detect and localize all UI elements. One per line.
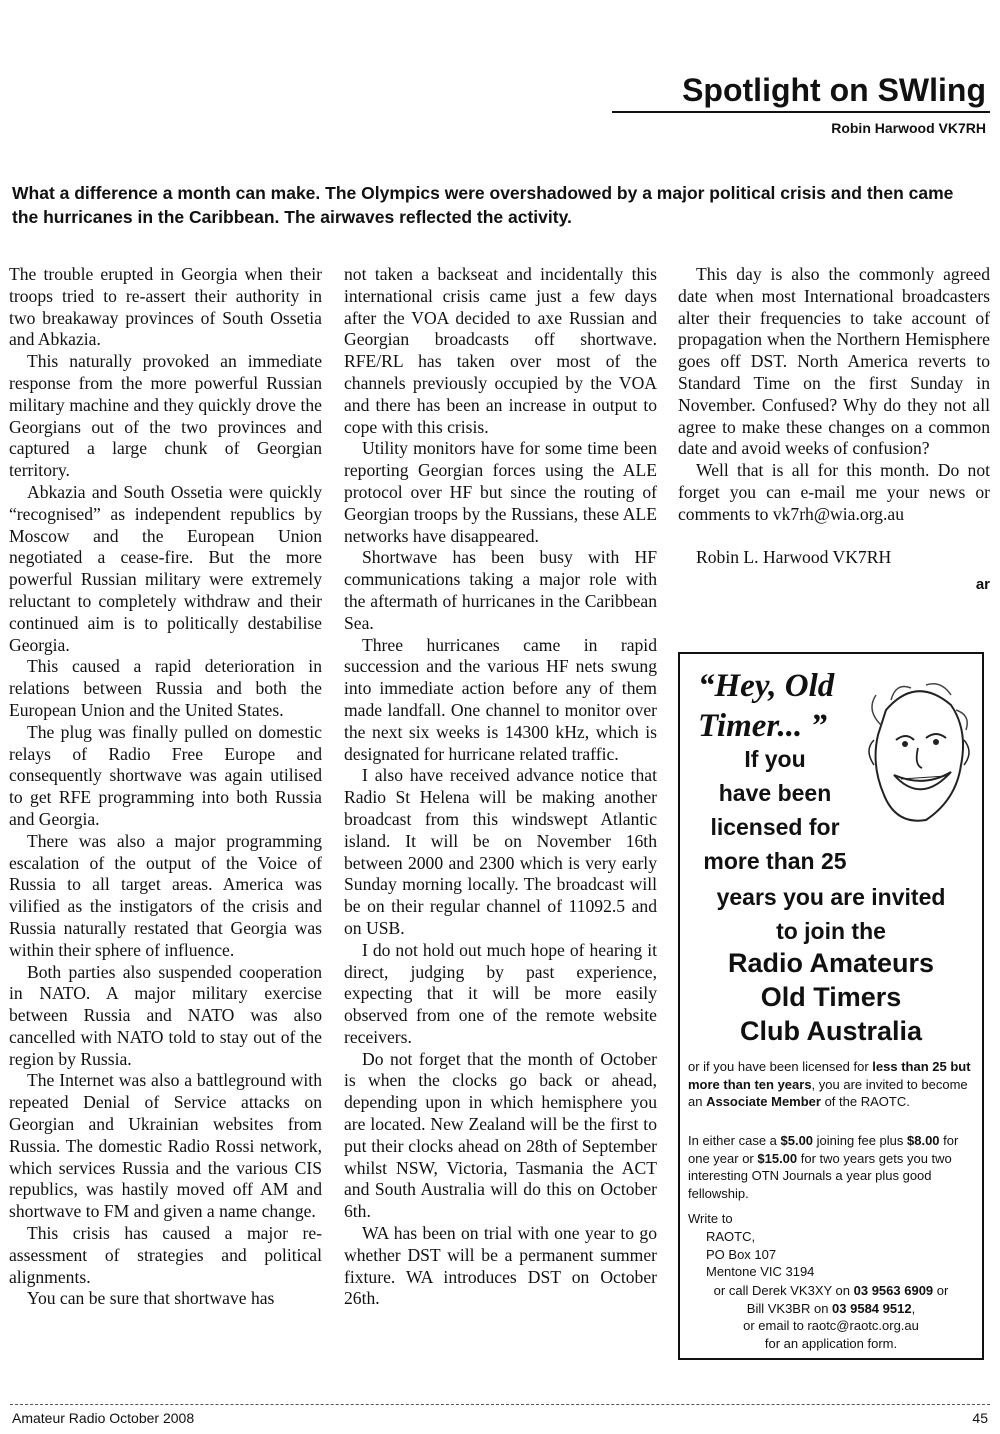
club-name-line: Old Timers [760,982,902,1012]
club-name-line: Club Australia [739,1016,923,1046]
ad-invite-line: If you [744,746,806,772]
paragraph: The Internet was also a battleground with repeated Denial of Service attacks on Georgian and Ukrainian websites from Russia. The domestic Radio Rossi network, which services Russia and the various CIS republics, was hastily moved off AM and shortwave to FM and given a name change. [9,1070,322,1222]
ad-headline-line: “Hey, Old [698,668,835,704]
ad-invite-line: to join the [776,918,886,944]
paragraph: I do not hold out much hope of hearing it direct, judging by past experience, expecting that it will be more easily observed from one of the remote website receivers. [344,939,657,1047]
byline: Robin Harwood VK7RH [831,120,986,136]
ad-invite-line: more than 25 [703,848,847,874]
contact-derek: or call Derek VK3XY on 03 9563 6909 or [713,1283,949,1298]
paragraph: WA has been on trial with one year to go whether DST will be a permanent summer fixture. WA introduces DST on October 26th. [344,1223,657,1309]
paragraph: not taken a backseat and incidentally this international crisis came just a few days after the VOA decided to axe Russian and Georgian broadcasts off shortwave. RFE/RL has taken over most of the channels previously occupied by the VOA and there has been an increase in output to cope with this crisis. [344,264,657,437]
old-timer-caricature-icon [856,670,976,830]
address-line: RAOTC, [706,1229,756,1244]
application-form-note: for an application form. [764,1335,898,1351]
end-mark: ar [975,576,990,594]
paragraph: Well that is all for this month. Do not forget you can e-mail me your news or comments to vk7rh@wia.org.au [678,460,990,524]
paragraph: Do not forget that the month of October is when the clocks go back or ahead, depending upon in which hemisphere you are located. New Zealand will be the first to put their clocks ahead on 28th of September whilst NSW, Victoria, Tasmania the ACT and South Australia will do this on October 6th. [344,1048,657,1222]
title-underline [612,111,990,113]
paragraph: This naturally provoked an immediate response from the more powerful Russian military machine and they quickly drove the Georgians out of the two provinces and captured a large chunk of Georgian territory. [9,351,322,481]
paragraph: This crisis has caused a major re-assessment of strategies and political alignments. [9,1223,322,1287]
fees-text: In either case a $5.00 joining fee plus $8.00 for one year or $15.00 for two years gets you two interesting OTN Journals a year plus good fellowship. [688,1133,959,1201]
address-line: PO Box 107 [706,1246,777,1262]
paragraph: The trouble erupted in Georgia when their troops tried to re-assert their authority in two breakaway provinces of South Ossetia and Abkazia. [9,264,322,350]
ad-headline [698,666,834,746]
ad-invite-block [680,742,870,878]
paragraph: There was also a major programming escalation of the output of the Voice of Russia to all target areas. America was vilified as the instigators of the crisis and Russia naturally restated that Georgia was within their sphere of influence. [9,830,322,960]
club-name-line: Radio Amateurs [727,948,935,978]
paragraph: This caused a rapid deterioration in relations between Russia and both the European Union and the United States. [9,656,322,720]
ad-invite-line: years you are invited [716,884,946,910]
paragraph: This day is also the commonly agreed date when most International broadcasters alter their frequencies to take account of propagation when the Northern Hemisphere goes off DST. North America reverts to Standard Time on the first Sunday in November. Confused? Why do they not all agree to make these changes on a common date and avoid weeks of confusion? [678,264,990,459]
footer-publication: Amateur Radio October 2008 [12,1410,195,1426]
article-title: Spotlight on SWling [682,72,986,108]
article-column-2 [344,264,657,1310]
ad-invite-line: have been [718,780,832,806]
contact-lines [680,1282,982,1352]
paragraph: I also have received advance notice that Radio St Helena will be making another broadcast from this windswept Atlantic island. It will be on November 16th between 2000 and 2300 which is very early Sunday morning locally. The broadcast will be on their regular channel of 11092.5 and on USB. [344,765,657,938]
contact-bill: Bill VK3BR on 03 9584 9512, [746,1300,916,1316]
article-column-1 [9,264,322,1310]
page-number: 45 [972,1410,988,1426]
paragraph: Both parties also suspended cooperation in NATO. A major military exercise between Russia and NATO was also cancelled with NATO told to stay out of the region by Russia. [9,961,322,1069]
contact-email: or email to raotc@raotc.org.au [743,1318,919,1333]
footer-divider [10,1404,990,1405]
signature: Robin L. Harwood VK7RH [696,546,892,567]
paragraph: Shortwave has been busy with HF communications taking a major role with the aftermath of hurricanes in the Caribbean Sea. [344,547,657,633]
paragraph: Utility monitors have for some time been reporting Georgian forces using the ALE protocol over HF but since the routing of Georgian troops by the Russians, these ALE networks have disappeared. [344,438,657,546]
paragraph: The plug was finally pulled on domestic relays of Radio Free Europe and consequently shortwave was again utilised to get RFE programming into both Russia and Georgia. [9,721,322,829]
paragraph: Abkazia and South Ossetia were quickly “recognised” as independent republics by Moscow and the European Union negotiated a cease-fire. But the more powerful Russian military were extremely reluctant to completely withdraw and their continued aim is to politically destabilise Georgia. [9,481,322,655]
ad-invite-continued [680,880,982,948]
ad-headline-line: Timer... ” [698,708,827,744]
raotc-advertisement [678,652,984,1360]
address-line: Mentone VIC 3194 [706,1264,815,1279]
paragraph: Three hurricanes came in rapid succession and the various HF nets swung into immediate action before any of them made landfall. One channel to monitor over the next six weeks is 14300 kHz, which is designated for hurricane related traffic. [344,634,657,764]
write-to-label: Write to [688,1211,733,1226]
article-column-3 [678,264,990,596]
paragraph: You can be sure that shortwave has [27,1288,275,1309]
club-name [680,946,982,1048]
ad-invite-line: licensed for [710,814,840,840]
standfirst: What a difference a month can make. The Olympics were overshadowed by a major political crisis and then came the hurricanes in the Caribbean. The airwaves reflected the activity. [12,183,954,227]
associate-membership-text: or if you have been licensed for less than 25 but more than ten years, you are invited to become an Associate Member of the RAOTC. [688,1059,971,1109]
postal-address [706,1228,966,1281]
